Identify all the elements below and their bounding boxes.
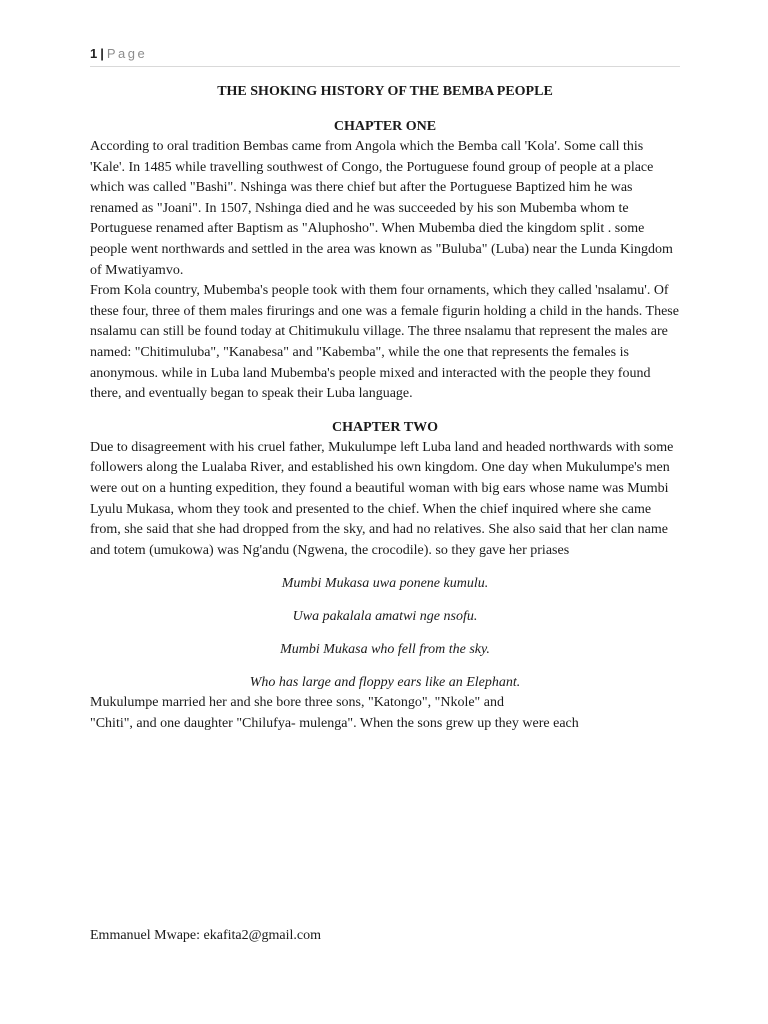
paragraph-5: "Chiti", and one daughter "Chilufya- mulenga". When the sons grew up they were each bbox=[90, 715, 579, 731]
paragraph-4: Mukulumpe married her and she bore three sons, "Katongo", "Nkole" and bbox=[90, 695, 504, 711]
verse-line: Mumbi Mukasa who fell from the sky. bbox=[280, 642, 490, 658]
chapter-one-heading: CHAPTER ONE bbox=[333, 119, 437, 134]
page-header bbox=[90, 44, 680, 67]
chapter-two-heading: CHAPTER TWO bbox=[332, 419, 438, 435]
paragraph-2: From Kola country, Mubemba's people took with them four ornaments, which they called 'nsalamu'. Of these four, three of them males firurings and one was a female figurin holding a child in the hands. These nsalamu can still be found today at Chitimukulu village. The three nsalamu that represent the males are named: "Chitimuluba", "Kanabesa" and "Kabemba", while the one that represents the females is anonymous. while in Luba land Mubemba's people mixed and interacted with the people they found there, and eventually began to speak their Luba language. bbox=[90, 283, 679, 402]
paragraph-1: According to oral tradition Bembas came from Angola which the Bemba call 'Kola'. Some call this 'Kale'. In 1485 while travelling southwest of Congo, the Portuguese found group of people at a place which was called "Bashi". Nshinga was there chief but after the Portuguese Baptized him he was renamed as "Joani". In 1507, Nshinga died and he was succeeded by his son Mubemba whom te Portuguese renamed after Baptism as "Aluphosho". When Mubemba died the kingdom split . some people went northwards and settled in the area was known as "Buluba" (Luba) near the Lunda Kingdom of Mwatiyamvo. bbox=[90, 139, 673, 278]
page-separator: | bbox=[100, 46, 104, 61]
page-number: 1 bbox=[90, 46, 98, 61]
page-label: Page bbox=[106, 46, 148, 61]
document-body bbox=[90, 80, 680, 734]
verse-line: Who has large and floppy ears like an Elephant. bbox=[249, 675, 521, 691]
verse-line: Uwa pakalala amatwi nge nsofu. bbox=[292, 609, 478, 625]
verse-line: Mumbi Mukasa uwa ponene kumulu. bbox=[281, 576, 489, 592]
page-footer: Emmanuel Mwape: ekafita2@gmail.com bbox=[90, 928, 321, 943]
document-title: THE SHOKING HISTORY OF THE BEMBA PEOPLE bbox=[217, 84, 553, 99]
paragraph-3: Due to disagreement with his cruel father, Mukulumpe left Luba land and headed northwards with some followers along the Lualaba River, and established his own kingdom. One day when Mukulumpe's men were out on a hunting expedition, they found a beautiful woman with big ears whose name was Mumbi Lyulu Mukasa, whom they took and presented to the chief. When the chief inquired where she came from, she said that she had dropped from the sky, and had no relatives. She also said that her clan name and totem (umukowa) was Ng'andu (Ngwena, the crocodile). so they gave her priases bbox=[90, 439, 674, 558]
